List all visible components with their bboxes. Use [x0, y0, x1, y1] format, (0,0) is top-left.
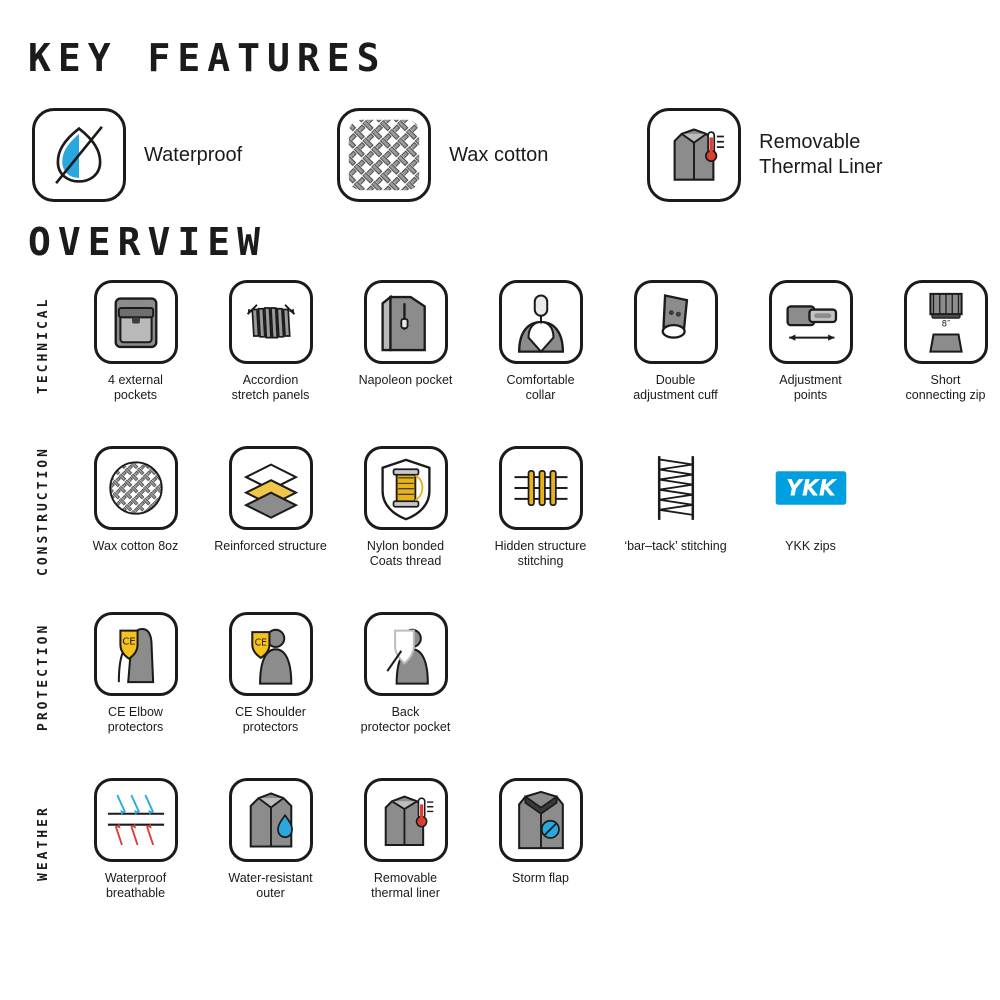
wax-cotton-weave-icon: [94, 446, 178, 530]
adjustment-strap-icon: [769, 280, 853, 364]
overview-item-caption: [70, 539, 202, 554]
group-label: TECHNICAL: [36, 296, 51, 394]
jacket-thermometer-icon: [647, 108, 741, 202]
overview-item-caption: [205, 539, 337, 554]
caption-line2: breathable: [105, 886, 166, 900]
ce-shoulder-protector-icon: [229, 612, 313, 696]
hidden-stitching-icon: [499, 446, 583, 530]
overview-item-double-adjustment-cuff: [608, 280, 743, 403]
zip-length-text: 8″: [941, 319, 950, 330]
key-feature-label: Wax cotton: [449, 143, 549, 166]
collar-icon: [499, 280, 583, 364]
caption-line2: adjustment cuff: [633, 388, 718, 402]
overview-item-storm-flap: [473, 778, 608, 901]
overview-item-adjustment-points: [743, 280, 878, 403]
overview-item-bar-tack-stitching: [608, 446, 743, 569]
caption-line1: Napoleon pocket: [358, 373, 453, 387]
water-resistant-jacket-icon: [229, 778, 313, 862]
napoleon-pocket-icon: [364, 280, 448, 364]
woven-weave-icon: [337, 108, 431, 202]
accordion-panel-icon: [229, 280, 313, 364]
overview-item-caption: [475, 539, 607, 569]
group-label: CONSTRUCTION: [36, 446, 51, 576]
overview-item-removable-thermal-liner: [338, 778, 473, 901]
ykk-logo-icon: [769, 446, 853, 530]
cuff-icon: [634, 280, 718, 364]
overview-item-back-protector-pocket: [338, 612, 473, 735]
caption-line2: protectors: [242, 720, 299, 734]
overview-item-ce-shoulder-protectors: [203, 612, 338, 735]
caption-line2: connecting zip: [905, 388, 986, 402]
caption-line2: points: [793, 388, 828, 402]
caption-line2: protectors: [107, 720, 164, 734]
overview-item-caption: [475, 373, 607, 403]
layers-icon: [229, 446, 313, 530]
caption-line2: outer: [256, 886, 285, 900]
caption-line1: Removable: [373, 871, 438, 885]
thread-spool-shield-icon: [364, 446, 448, 530]
caption-line1: Waterproof: [104, 871, 167, 885]
pocket-icon: [94, 280, 178, 364]
overview-item-caption: [745, 373, 877, 403]
overview-item-caption: [745, 539, 877, 554]
ce-badge-text: CE: [121, 636, 136, 648]
overview-item-caption: [340, 871, 472, 901]
overview-item-ykk-zips: [743, 446, 878, 569]
overview-item-caption: [880, 373, 1000, 403]
overview-item-caption: [205, 871, 337, 901]
overview-cards: [68, 612, 972, 735]
ce-elbow-protector-icon: [94, 612, 178, 696]
overview-item-caption: [205, 705, 337, 735]
caption-line1: Nylon bonded: [366, 539, 445, 553]
connecting-zip-icon: [904, 280, 988, 364]
key-feature-label: Waterproof: [144, 143, 243, 166]
overview-item-waterproof-breathable: [68, 778, 203, 901]
thermal-liner-icon: [364, 778, 448, 862]
overview-item-caption: [70, 705, 202, 735]
caption-line2: Coats thread: [369, 554, 442, 568]
overview-item-4-external-pockets: [68, 280, 203, 403]
caption-line1: Double: [655, 373, 696, 387]
overview-item-caption: [610, 539, 742, 554]
caption-line2: collar: [525, 388, 556, 402]
overview-group-construction: [28, 446, 972, 596]
overview-cards: [68, 280, 986, 403]
overview-item-short-connecting-zip: [878, 280, 1000, 403]
overview-item-napoleon-pocket: [338, 280, 473, 403]
overview-group-weather: [28, 778, 972, 928]
overview-item-hidden-structure-stitching: [473, 446, 608, 569]
key-feature-wax-cotton: [337, 108, 647, 202]
overview-item-caption: [340, 373, 472, 388]
overview-item-accordion-stretch-panels: [203, 280, 338, 403]
overview-item-caption: [340, 705, 472, 735]
ce-badge-text: CE: [254, 637, 267, 649]
key-feature-waterproof: [32, 108, 337, 202]
key-feature-label-line2: Thermal Liner: [759, 156, 883, 178]
caption-line1: Storm flap: [512, 871, 569, 885]
caption-line1: Water-resistant: [228, 871, 313, 885]
caption-line1: YKK zips: [785, 539, 836, 553]
overview-group-technical: [28, 280, 986, 430]
caption-line1: Adjustment: [779, 373, 842, 387]
caption-line1: Short: [930, 373, 961, 387]
caption-line1: Back: [391, 705, 420, 719]
group-label: PROTECTION: [36, 622, 51, 732]
back-protector-icon: [364, 612, 448, 696]
caption-line2: stitching: [517, 554, 564, 568]
overview-item-caption: [610, 373, 742, 403]
caption-line1: 4 external: [108, 373, 163, 387]
overview-item-caption: [70, 871, 202, 901]
page-title-key-features: KEY FEATURES: [28, 36, 387, 80]
key-features-row: [28, 108, 972, 202]
caption-line2: protector pocket: [360, 720, 451, 734]
caption-line1: Reinforced structure: [214, 539, 327, 553]
key-feature-label: [759, 130, 882, 180]
group-label: WEATHER: [36, 805, 51, 881]
caption-line1: CE Elbow: [108, 705, 163, 719]
waterproof-droplet-icon: [32, 108, 126, 202]
overview-item-nylon-bonded-coats-thread: [338, 446, 473, 569]
ykk-logo-text: YKK: [785, 476, 836, 502]
overview-item-water-resistant-outer: [203, 778, 338, 901]
caption-line2: stretch panels: [231, 388, 310, 402]
overview-group-protection: [28, 612, 972, 762]
key-feature-label-line1: Removable: [759, 131, 861, 153]
page-title-overview: OVERVIEW: [28, 220, 268, 264]
overview-cards: [68, 778, 972, 901]
caption-line1: Accordion: [242, 373, 299, 387]
overview-item-caption: [475, 871, 607, 886]
overview-item-caption: [340, 539, 472, 569]
caption-line2: thermal liner: [371, 886, 440, 900]
overview-item-caption: [205, 373, 337, 403]
overview-item-caption: [70, 373, 202, 403]
overview-cards: [68, 446, 972, 569]
breathable-membrane-icon: [94, 778, 178, 862]
overview-item-reinforced-structure: [203, 446, 338, 569]
key-feature-thermal-liner: [647, 108, 972, 202]
caption-line1: Hidden structure: [494, 539, 587, 553]
overview-item-ce-elbow-protectors: [68, 612, 203, 735]
bar-tack-stitch-icon: [634, 446, 718, 530]
caption-line2: pockets: [113, 388, 158, 402]
overview-item-wax-cotton-8oz: [68, 446, 203, 569]
storm-flap-icon: [499, 778, 583, 862]
caption-line1: Wax cotton 8oz: [92, 539, 179, 553]
caption-line1: CE Shoulder: [235, 705, 306, 719]
caption-line1: ‘bar–tack’ stitching: [624, 539, 727, 553]
caption-line1: Comfortable: [506, 373, 575, 387]
overview-item-comfortable-collar: [473, 280, 608, 403]
